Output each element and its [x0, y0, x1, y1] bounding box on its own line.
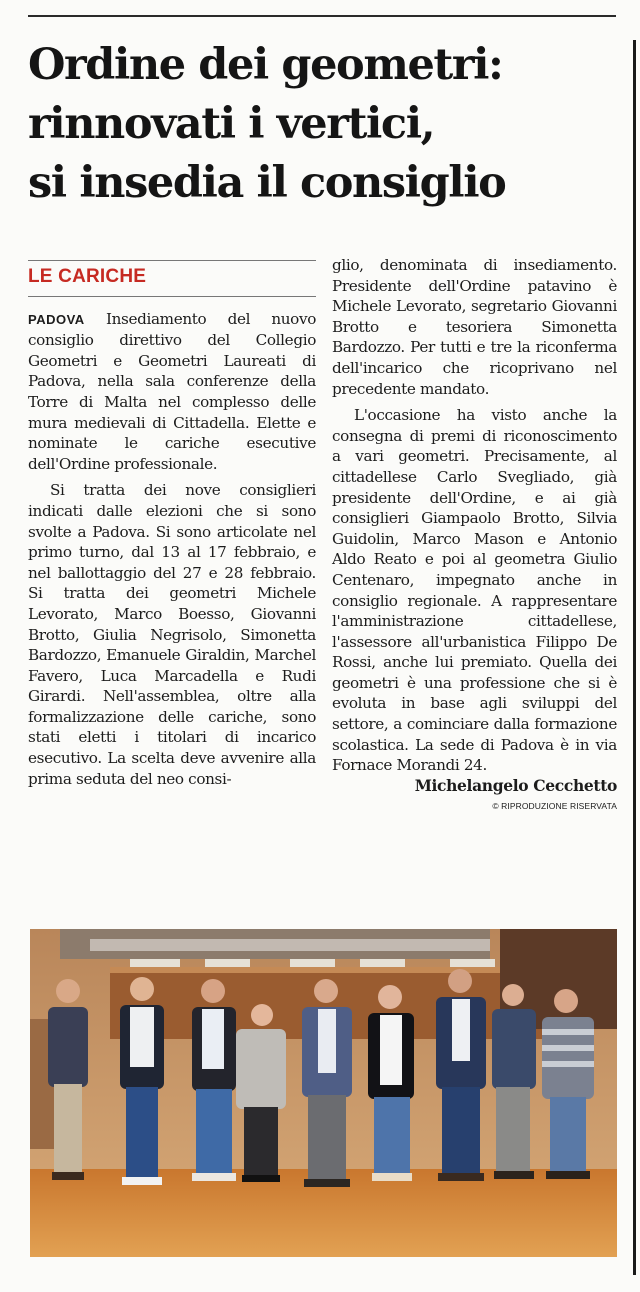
headline-line-1: Ordine dei geometri: [28, 40, 503, 90]
person-3 [192, 979, 236, 1181]
page-edge-rule [633, 40, 636, 1275]
paragraph-1-text: Insediamento del nuovo consiglio direttivo del Collegio Geometri e Geometri Laureati di Padova, nella sala conferenze della Torre di Malta nel complesso delle mura medievali di Cittadella. Elette e nominate le cariche esecutive dell'Ordine professionale. [28, 309, 316, 473]
headline-line-2: rinnovati i vertici, [28, 99, 435, 149]
article-column-left [28, 255, 316, 789]
paragraph-4: L'occasione ha visto anche la consegna di premi di riconoscimento a vari geometri. Precisamente, al cittadellese Carlo Svegliado, già presidente dell'Ordine, e ai già consiglieri Giampaolo Brotto, Silvia Guidolin, Marco Mason e Antonio Aldo Reato e poi al geometra Giulio Centenaro, impegnato anche in consiglio regionale. A rappresentare l'amministrazione cittadellese, l'assessore all'urbanistica Filippo De Rossi, anche lui premiato. Quella dei geometri è una professione che si è evoluta in base agli sviluppi del settore, a cominciare dalla formazione scolastica. La sede di Padova è in via Fornace Morandi 24. [332, 406, 617, 775]
article-column-right [332, 255, 617, 817]
person-5 [302, 979, 352, 1187]
person-6 [368, 985, 414, 1181]
paragraph-2: Si tratta dei nove consiglieri indicati dalle elezioni che si sono svolte a Padova. Si sono articolate nel primo turno, dal 13 al 17 febbraio, e nel ballottaggio del 27 e 28 febbraio. Si tratta dei geometri Michele Levorato, Marco Boesso, Giovanni Brotto, Giulia Negrisolo, Simonetta Bardozzo, Emanuele Giraldin, Marchel Favero, Luca Marcadella e Rudi Girardi. Nell'assemblea, oltre alla formalizzazione delle cariche, sono stati eletti i titolari di incarico esecutivo. La scelta deve avvenire alla prima seduta del neo consi- [28, 481, 316, 788]
group-photo [30, 929, 617, 1257]
person-7 [436, 969, 486, 1181]
copyright-notice: © RIPRODUZIONE RISERVATA [492, 801, 617, 812]
byline: Michelangelo Cecchetto [414, 775, 617, 795]
person-8 [492, 984, 536, 1179]
rubric-label: LE CARICHE [28, 266, 147, 287]
top-rule [28, 15, 616, 17]
paragraph-3: glio, denominata di insediamento. Presidente dell'Ordine patavino è Michele Levorato, segretario Giovanni Brotto e tesoriera Simonetta Bardozzo. Per tutti e tre la riconferma dell'incarico che ricoprivano nel precedente mandato. [332, 256, 617, 398]
headline-line-3: si insedia il consiglio [28, 158, 506, 208]
headline [28, 36, 628, 213]
rubric-bottom-rule [28, 296, 316, 297]
rubric-top-rule [28, 260, 316, 261]
person-2 [120, 977, 164, 1185]
paragraph-1 [28, 309, 316, 475]
person-1 [48, 979, 88, 1180]
dateline: PADOVA [28, 311, 85, 327]
